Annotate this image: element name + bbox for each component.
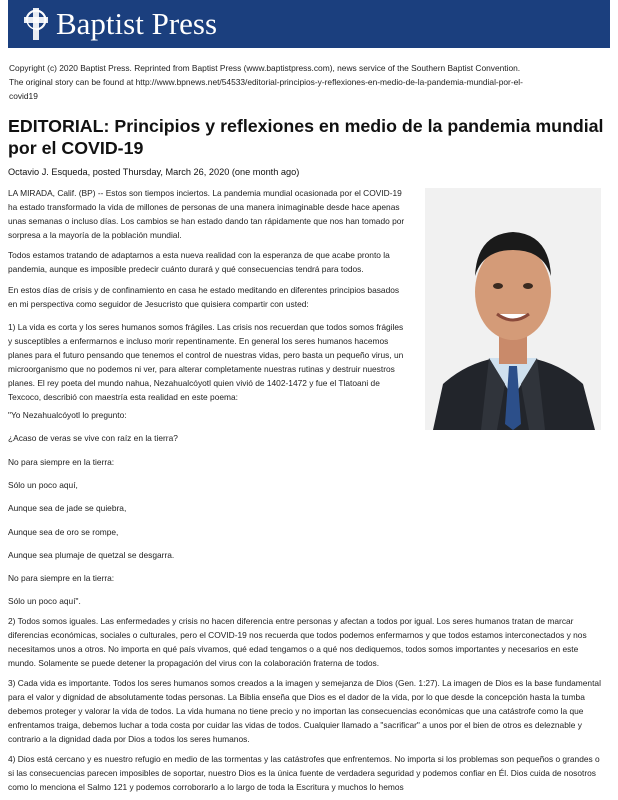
copyright-line: Copyright (c) 2020 Baptist Press. Reprinted from Baptist Press (www.baptistpress.com), news service of the Southern Baptist Convention. [9,63,521,73]
poem-line: Aunque sea de jade se quiebra, [8,503,127,513]
poem-line: No para siempre en la tierra: [8,457,115,467]
author-portrait-image [425,188,601,430]
article-byline: Octavio J. Esqueda, posted Thursday, March 26, 2020 (one month ago) [8,167,300,177]
copyright-notice [9,61,609,103]
source-url-line: The original story can be found at http://www.bpnews.net/54533/editorial-principios-y-reflexiones-en-medio-de-la-pandemia-mundial-por-el- [9,77,523,87]
article-paragraph: 2) Todos somos iguales. Las enfermedades y crisis no hacen diferencia entre personas y afectan a todos por igual. Los seres humanos tratan de marcar diferencias económicas, sociales o culturales, pero el COVID-19 nos recuerda que todos podemos enfermarnos y que todos estamos interconectados y nos necesitamos unos a otros. No importa en qué país vivamos, qué edad tengamos o a qué nos dediquemos, todos somos importantes y necesarios en este mundo. Solamente se puede detener la propagación del virus con la colaboración fraterna de todos. [8,616,587,668]
poem-line: "Yo Nezahualcóyotl lo pregunto: [8,410,127,420]
article-title: EDITORIAL: Principios y reflexiones en medio de la pandemia mundial por el COVID-19 [8,116,604,158]
poem-line: No para siempre en la tierra: [8,573,115,583]
poem-line: Sólo un poco aquí, [8,480,78,490]
poem-line: Sólo un poco aquí". [8,596,81,606]
poem-line: Aunque sea de oro se rompe, [8,527,119,537]
author-photo [425,188,601,430]
source-url-continued: covid19 [9,91,38,101]
site-header-banner [8,0,610,48]
article-paragraph: En estos días de crisis y de confinamiento en casa he estado meditando en diferentes principios basados en mi perspectiva como seguidor de Jesucristo que quisiera compartir con usted: [8,285,400,309]
article-paragraph: 1) La vida es corta y los seres humanos somos frágiles. Las crisis nos recuerdan que todos somos frágiles y susceptibles a enfermarnos e incluso morir repentinamente. En general los seres humanos hacemos planes para el futuro pensando que tenemos el control de nuestras vidas, pero basta un pequeño virus, un microorganismo que no podemos ni ver, para alterar completamente nuestras rutinas y destruir nuestros planes. El rey poeta del mundo nahua, Nezahualcóyotl quien vivió de 1402-1472 y fue el Tlatoani de Texcoco, describió con maestría esta realidad en este poema: [8,322,404,402]
poem-line: ¿Acaso de veras se vive con raíz en la tierra? [8,433,178,443]
article-paragraph: Todos estamos tratando de adaptarnos a esta nueva realidad con la esperanza de que acabe pronto la pandemia, aunque es imposible predecir cuánto durará y qué consecuencias tendrá para todos. [8,250,390,274]
article-paragraph: LA MIRADA, Calif. (BP) -- Estos son tiempos inciertos. La pandemia mundial ocasionada por el COVID-19 ha estado transformado la vida de millones de personas de una manera inimaginable desde hace apenas unas semanas o incluso días. Los cambios se han estado dando tan rápidamente que nos han tomado por sorpresa a la mayoría de la población mundial. [8,188,405,240]
site-logo-text[interactable]: Baptist Press [56,6,218,41]
cross-logo-icon [22,6,50,42]
article-paragraph: 3) Cada vida es importante. Todos los seres humanos somos creados a la imagen y semejanza de Dios (Gen. 1:27). La imagen de Dios es la base fundamental para el valor y dignidad de absolutamente todas personas. La Biblia enseña que Dios es el dador de la vida, por lo que desde la concepción hasta la tumba debemos proteger y valorar la vida de todos. La vida humana no tiene precio y no importan las consecuencias económicas que una catástrofe como la que enfrentamos traiga, debemos luchar a toda costa por cuidar las vidas de todos. Cualquier llamado a "sacrificar" a unos por el bien de otros es deleznable y contrario a la dignidad dada por Dios a todos los seres humanos. [8,678,601,744]
article-paragraph: 4) Dios está cercano y es nuestro refugio en medio de las tormentas y las catástrofes que enfrentemos. No importa si los problemas son pequeños o grandes o si las consecuencias parecen imposibles de soportar, nuestro Dios es la única fuente de verdadera seguridad y podemos confiar en Él. Dios cuida de nosotros como lo menciona el Salmo 121 y podemos corroborarlo a lo largo de toda la Escritura y muchos lo hemos [8,754,600,792]
poem-line: Aunque sea plumaje de quetzal se desgarra. [8,550,175,560]
